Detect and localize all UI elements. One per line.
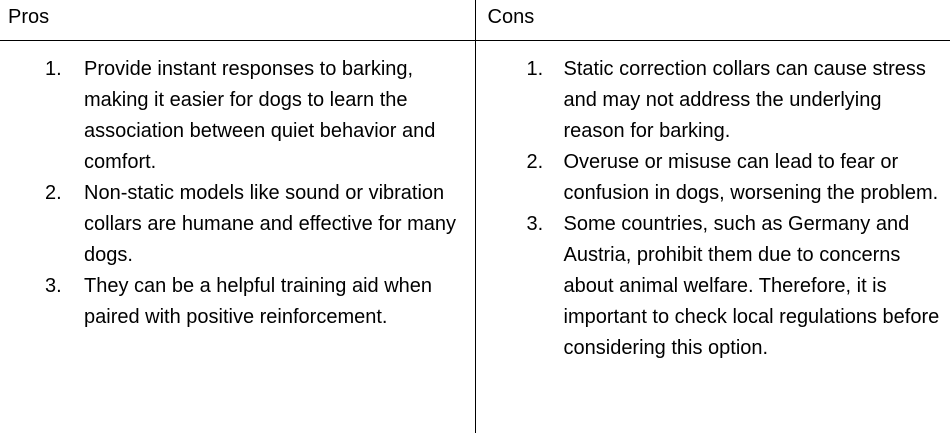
cons-header: Cons <box>475 0 950 40</box>
table-body <box>0 40 950 433</box>
list-item-text: They can be a helpful training aid when paired with positive reinforcement. <box>84 275 432 328</box>
pros-list-item <box>0 271 465 333</box>
cons-cell <box>475 40 950 433</box>
pros-list <box>0 41 475 333</box>
pros-list-item <box>0 54 465 178</box>
pros-header: Pros <box>0 0 475 40</box>
list-item-text: Overuse or misuse can lead to fear or confusion in dogs, worsening the problem. <box>564 151 939 204</box>
pros-list-item <box>0 178 465 271</box>
list-item-number: 3. <box>45 271 62 302</box>
content-row <box>0 40 950 433</box>
list-item-number: 2. <box>45 178 62 209</box>
list-item-number: 3. <box>527 209 544 240</box>
cons-list <box>476 41 950 364</box>
cons-list-item <box>476 54 941 147</box>
list-item-text: Provide instant responses to barking, making it easier for dogs to learn the association between quiet behavior and comfort. <box>84 58 435 173</box>
pros-cell <box>0 40 475 433</box>
cons-list-item <box>476 147 941 209</box>
list-item-number: 1. <box>527 54 544 85</box>
header-row <box>0 0 950 40</box>
list-item-text: Some countries, such as Germany and Austria, prohibit them due to concerns about animal welfare. Therefore, it is important to check local regulations before considering this option. <box>564 213 940 359</box>
list-item-number: 1. <box>45 54 62 85</box>
list-item-number: 2. <box>527 147 544 178</box>
cons-list-item <box>476 209 941 364</box>
list-item-text: Non-static models like sound or vibration collars are humane and effective for many dogs. <box>84 182 456 266</box>
table-header <box>0 0 950 40</box>
list-item-text: Static correction collars can cause stress and may not address the underlying reason for barking. <box>564 58 926 142</box>
